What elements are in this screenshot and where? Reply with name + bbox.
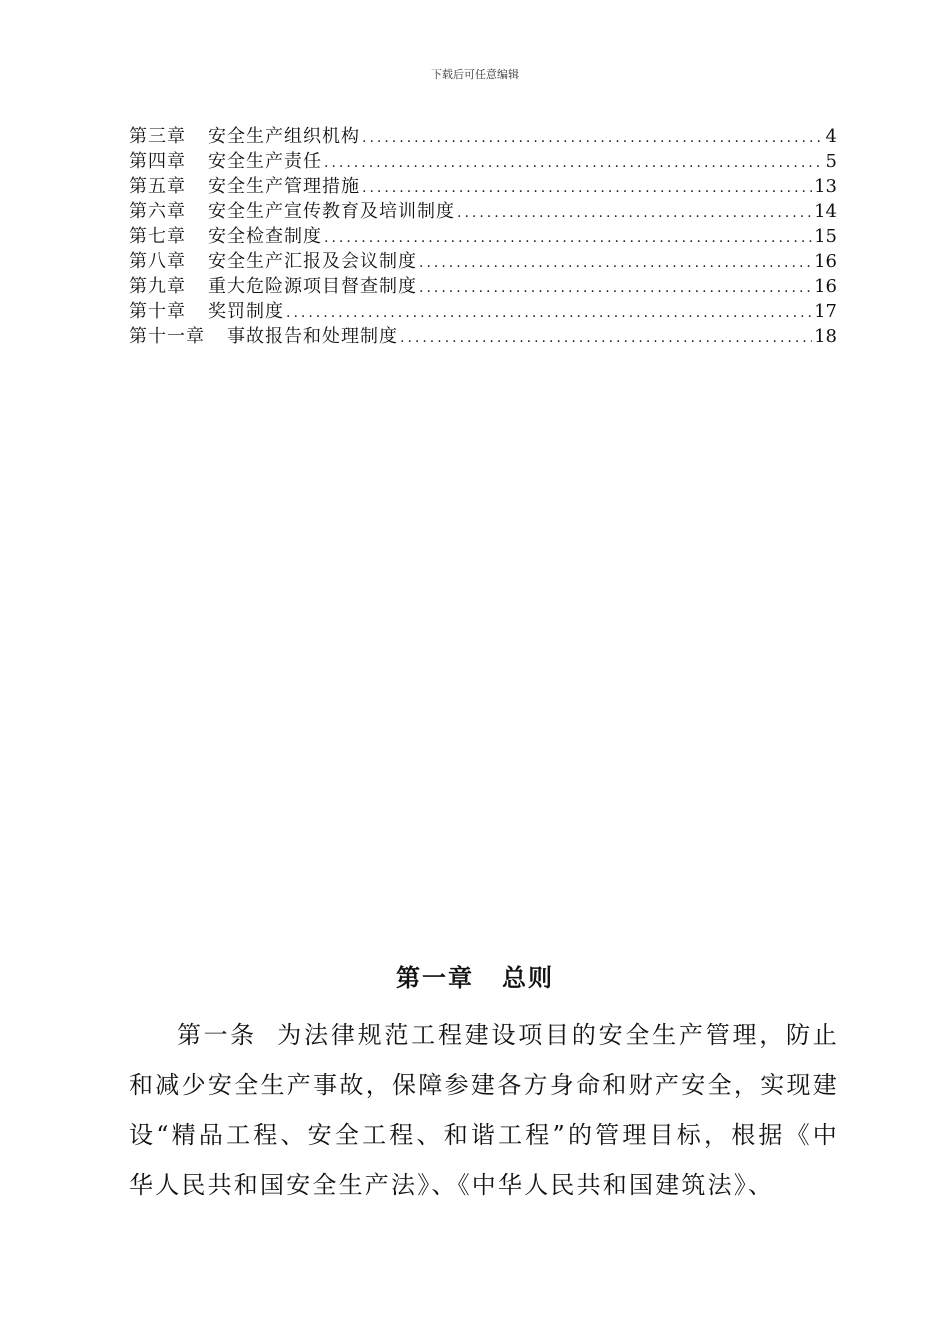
article-text: 为法律规范工程建设项目的安全生产管理，防止和减少安全生产事故，保障参建各方身命和财产安全，实现建设“精品工程、安全工程、和谐工程”的管理目标，根据《中华人民共和国安全生产法》、《中华人民共和国建筑法》、 <box>129 1021 840 1199</box>
toc-chapter-title: 奖罚制度 <box>208 301 284 322</box>
toc-chapter-number: 第十章 <box>129 301 186 322</box>
toc-entry[interactable] <box>129 124 837 149</box>
toc-chapter-title: 安全生产责任 <box>208 151 322 172</box>
toc-page-number: 17 <box>814 301 837 322</box>
toc-chapter-title: 安全生产宣传教育及培训制度 <box>208 201 455 222</box>
toc-dot-leader <box>419 276 812 301</box>
toc-entry[interactable] <box>129 149 837 174</box>
toc-dot-leader <box>362 126 824 151</box>
article-paragraph <box>129 1010 839 1210</box>
toc-chapter-number: 第十一章 <box>129 326 205 347</box>
toc-page-number: 14 <box>814 201 837 222</box>
toc-page-number: 15 <box>814 226 837 247</box>
toc-page-number: 5 <box>825 151 837 172</box>
chapter-heading <box>0 958 950 993</box>
toc-chapter-number: 第四章 <box>129 151 186 172</box>
toc-chapter-number: 第五章 <box>129 176 186 197</box>
toc-page-number: 16 <box>814 251 837 272</box>
toc-page-number: 16 <box>814 276 837 297</box>
toc-dot-leader <box>400 326 812 351</box>
toc-dot-leader <box>419 251 812 276</box>
toc-entry[interactable] <box>129 174 837 199</box>
toc-entry[interactable] <box>129 274 837 299</box>
toc-chapter-number: 第三章 <box>129 126 186 147</box>
toc-entry[interactable] <box>129 324 837 349</box>
toc-entry[interactable] <box>129 224 837 249</box>
toc-dot-leader <box>324 151 824 176</box>
toc-chapter-title: 安全生产组织机构 <box>208 126 360 147</box>
toc-chapter-number: 第七章 <box>129 226 186 247</box>
toc-dot-leader <box>324 226 812 251</box>
toc-chapter-title: 安全生产汇报及会议制度 <box>208 251 417 272</box>
chapter-title: 总则 <box>502 963 554 992</box>
page-header-note: 下载后可任意编辑 <box>431 68 519 81</box>
toc-chapter-number: 第八章 <box>129 251 186 272</box>
toc-dot-leader <box>286 301 812 326</box>
toc-page-number: 18 <box>814 326 837 347</box>
toc-chapter-number: 第六章 <box>129 201 186 222</box>
toc-chapter-title: 安全生产管理措施 <box>208 176 360 197</box>
toc-chapter-title: 重大危险源项目督查制度 <box>208 276 417 297</box>
toc-chapter-number: 第九章 <box>129 276 186 297</box>
toc-dot-leader <box>457 201 812 226</box>
toc-chapter-title: 事故报告和处理制度 <box>227 326 398 347</box>
table-of-contents <box>129 124 837 349</box>
chapter-number: 第一章 <box>396 963 474 992</box>
toc-chapter-title: 安全检查制度 <box>208 226 322 247</box>
toc-entry[interactable] <box>129 299 837 324</box>
toc-page-number: 4 <box>825 126 837 147</box>
toc-entry[interactable] <box>129 249 837 274</box>
toc-dot-leader <box>362 176 812 201</box>
toc-entry[interactable] <box>129 199 837 224</box>
toc-page-number: 13 <box>814 176 837 197</box>
article-label: 第一条 <box>177 1021 257 1049</box>
